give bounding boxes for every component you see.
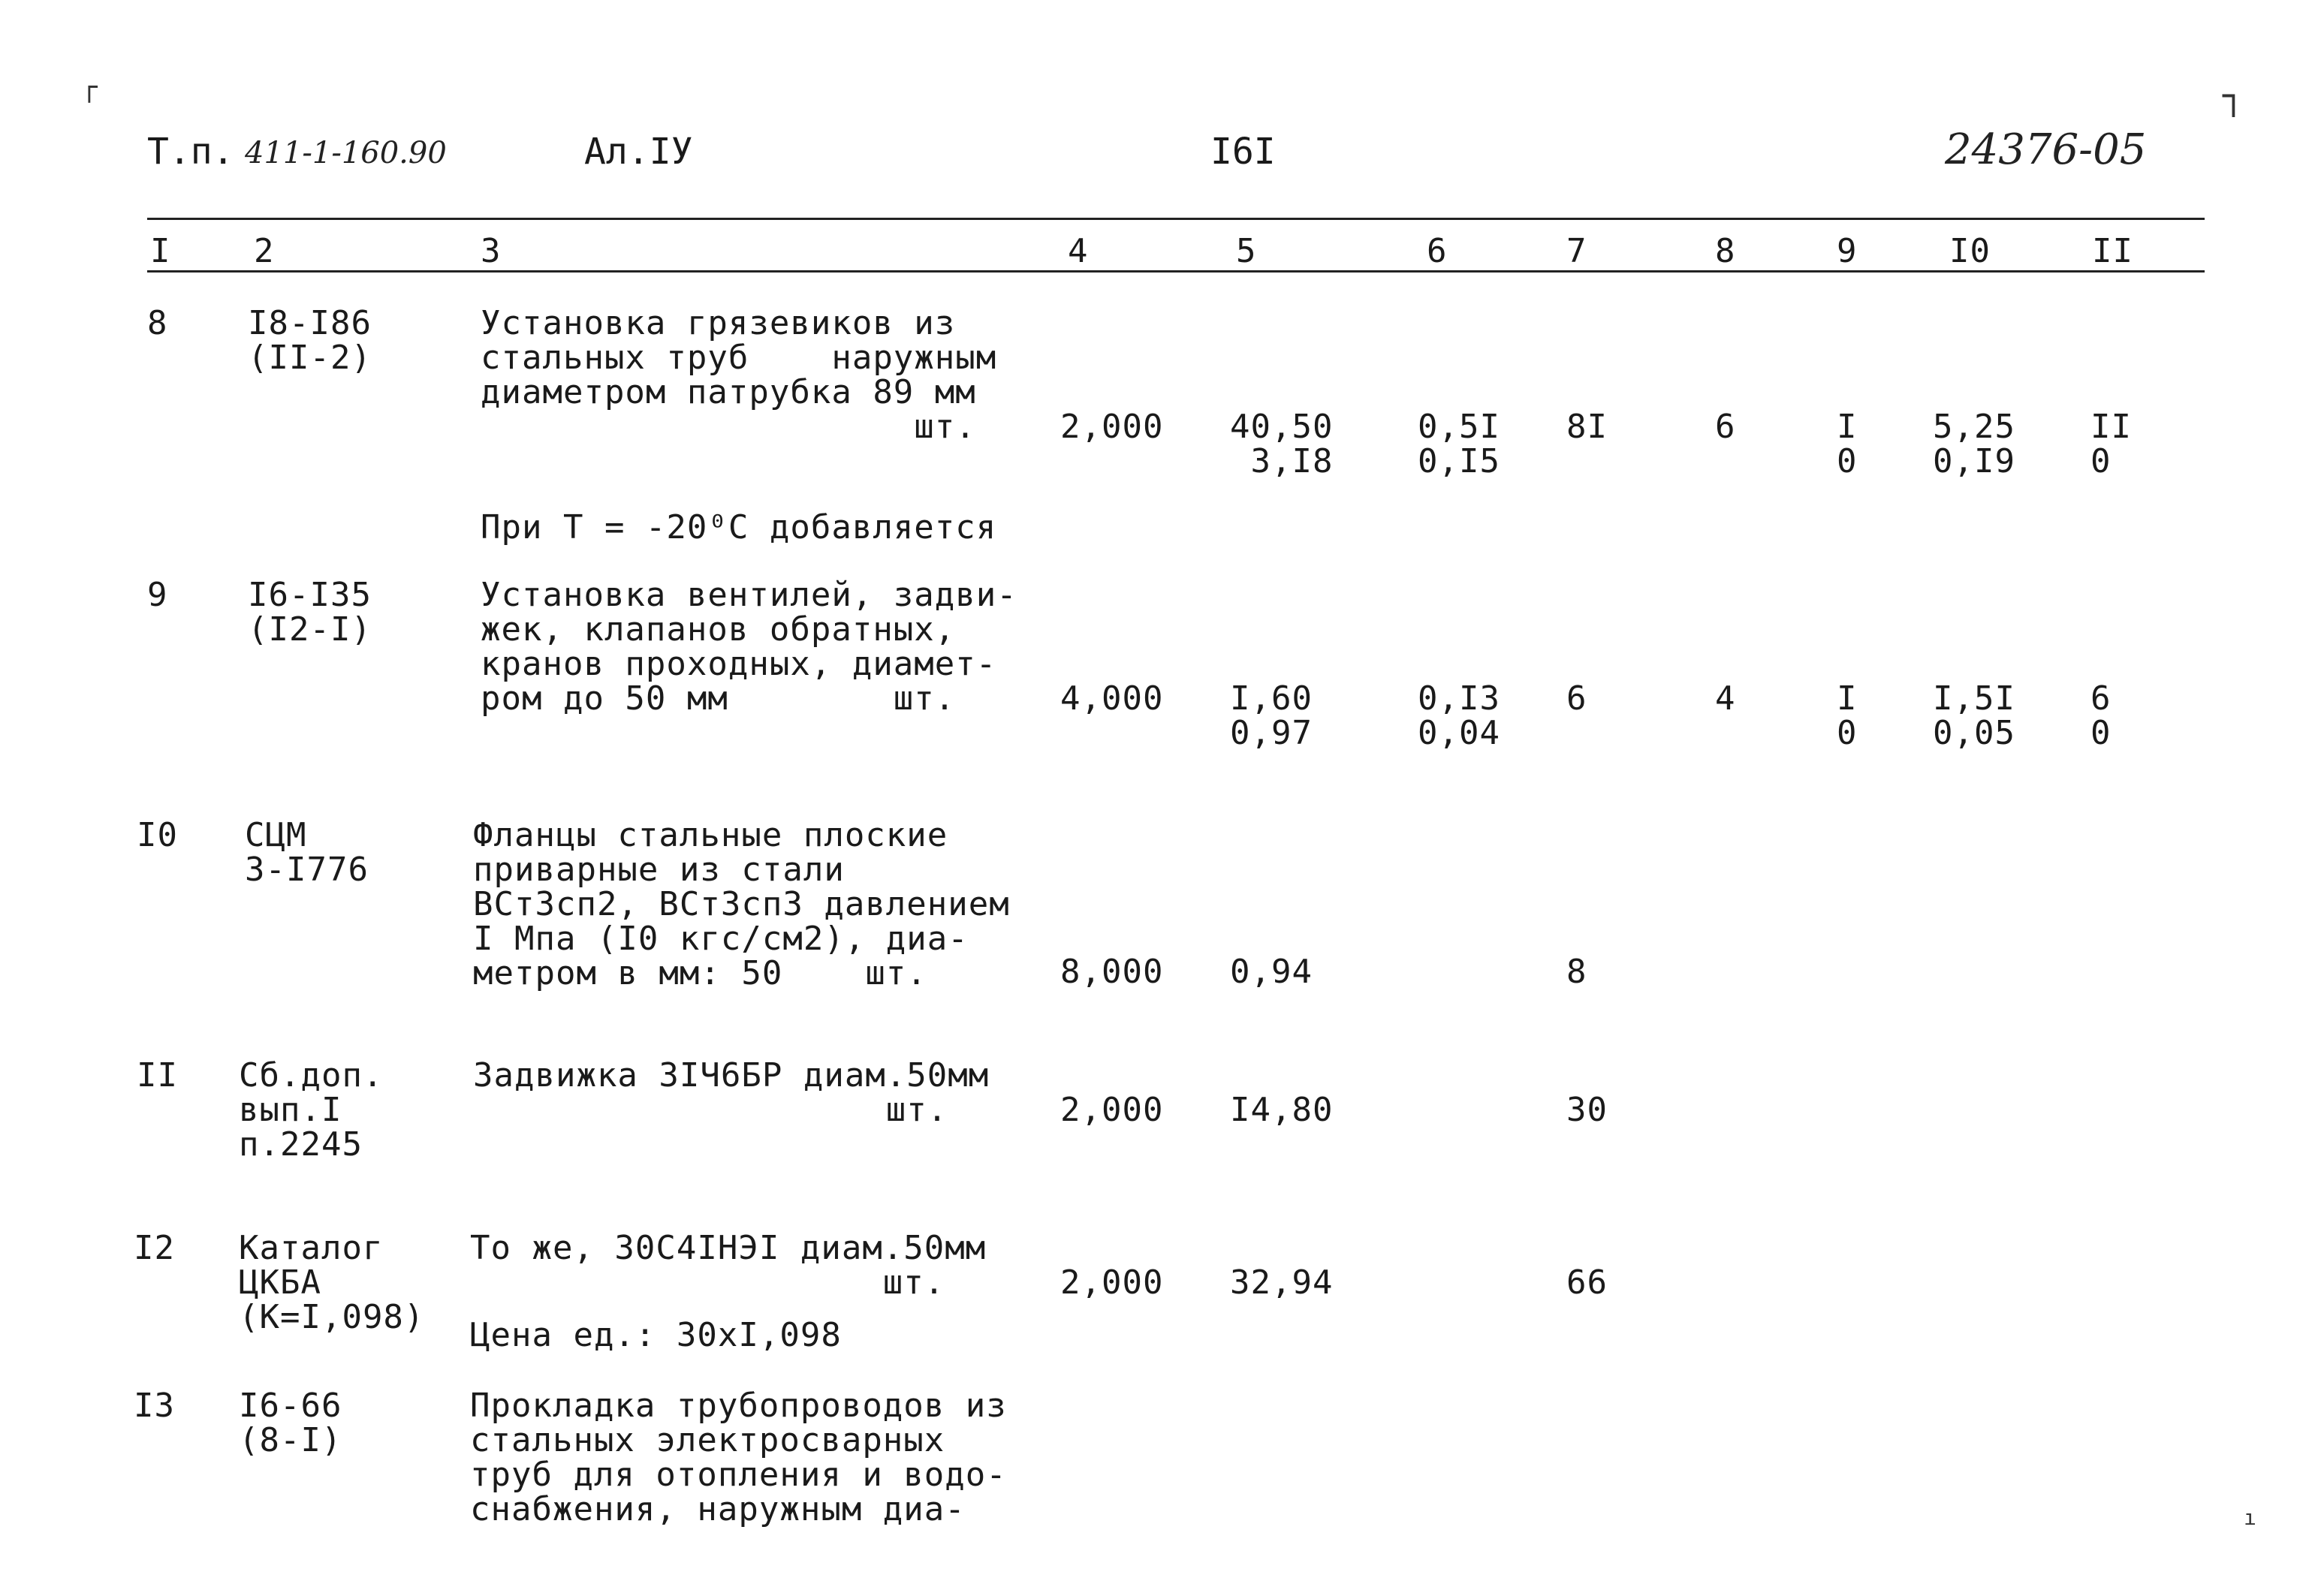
unit-price: 0,94 [1230, 953, 1313, 991]
col7-value: 66 [1566, 1263, 1608, 1302]
col6-value: 0,5I 0,I5 [1418, 408, 1500, 480]
tp-number: 411-1-160.90 [245, 136, 447, 170]
header-rule-bottom [147, 270, 2205, 273]
column-header: 5 [1236, 232, 1257, 270]
col10-value: 5,25 0,I9 [1933, 408, 2015, 480]
corner-mark-left: ┌ [81, 72, 98, 103]
norm-code: I6-I35 (I2-I) [248, 576, 372, 649]
norm-code: СЦМ 3-I776 [245, 816, 369, 889]
norm-code: I6-66 (8-I) [239, 1387, 342, 1459]
col7-value: 6 [1566, 679, 1587, 718]
quantity: 4,000 [1060, 679, 1164, 718]
column-header: 8 [1715, 232, 1736, 270]
quantity: 2,000 [1060, 1091, 1164, 1129]
row-number: I0 [137, 816, 178, 854]
col6-value: 0,I3 0,04 [1418, 679, 1500, 752]
col9-value: I 0 [1837, 679, 1858, 752]
work-description: То же, 30С4IНЭI диам.50мм шт. [470, 1229, 987, 1302]
column-header: I [150, 232, 171, 270]
column-header: 4 [1068, 232, 1089, 270]
column-header: 7 [1566, 232, 1587, 270]
col7-value: 8 [1566, 953, 1587, 991]
col9-value: I 0 [1837, 408, 1858, 480]
tp-label: Т.п. [147, 131, 234, 173]
col10-value: I,5I 0,05 [1933, 679, 2015, 752]
unit-price: I,60 0,97 [1230, 679, 1313, 752]
corner-mark-right: ┐ [2223, 75, 2244, 117]
column-header: II [2092, 232, 2133, 270]
row-note: Цена ед.: 30хI,098 [470, 1316, 842, 1354]
work-description: Установка грязевиков из стальных труб наружным диаметром патрубка 89 мм шт. [481, 304, 997, 446]
page-dot: ı [2244, 1505, 2256, 1530]
unit-price: 32,94 [1230, 1263, 1334, 1302]
column-header: 9 [1837, 232, 1858, 270]
work-description: Задвижка 3IЧ6БР диам.50мм шт. [473, 1056, 990, 1129]
quantity: 8,000 [1060, 953, 1164, 991]
album-label: Ал.IУ [584, 131, 693, 173]
work-description: Прокладка трубопроводов из стальных электросварных труб для отопления и водо- снабжения, наружным диа- [470, 1387, 1007, 1528]
col7-value: 8I [1566, 408, 1608, 446]
column-header: 3 [481, 232, 502, 270]
norm-code: I8-I86 (II-2) [248, 304, 372, 377]
row-number: I3 [134, 1387, 175, 1425]
page-number: I6I [1210, 131, 1276, 173]
column-header: 6 [1427, 232, 1448, 270]
col8-value: 4 [1715, 679, 1736, 718]
header-rule-top [147, 218, 2205, 220]
norm-code: Сб.доп. вып.I п.2245 [239, 1056, 384, 1164]
quantity: 2,000 [1060, 408, 1164, 446]
row-note: При Т = -20⁰С добавляется [481, 508, 997, 547]
work-description: Установка вентилей, задви- жек, клапанов обратных, кранов проходных, диамет- ром до 50 мм шт. [481, 576, 1017, 718]
quantity: 2,000 [1060, 1263, 1164, 1302]
document-number: 24376-05 [1945, 125, 2147, 174]
col11-value: II 0 [2090, 408, 2132, 480]
column-header: I0 [1949, 232, 1991, 270]
unit-price: 40,50 3,I8 [1230, 408, 1334, 480]
col8-value: 6 [1715, 408, 1736, 446]
row-number: I2 [134, 1229, 175, 1267]
unit-price: I4,80 [1230, 1091, 1334, 1129]
row-number: 9 [147, 576, 168, 614]
column-header: 2 [254, 232, 275, 270]
col7-value: 30 [1566, 1091, 1608, 1129]
row-number: II [137, 1056, 178, 1095]
work-description: Фланцы стальные плоские приварные из стали ВСт3сп2, ВСт3сп3 давлением I Мпа (I0 кгс/см2), диа- метром в мм: 50 шт. [473, 816, 1010, 992]
norm-code: Каталог ЦКБА (К=I,098) [239, 1229, 425, 1336]
col11-value: 6 0 [2090, 679, 2112, 752]
row-number: 8 [147, 304, 168, 342]
